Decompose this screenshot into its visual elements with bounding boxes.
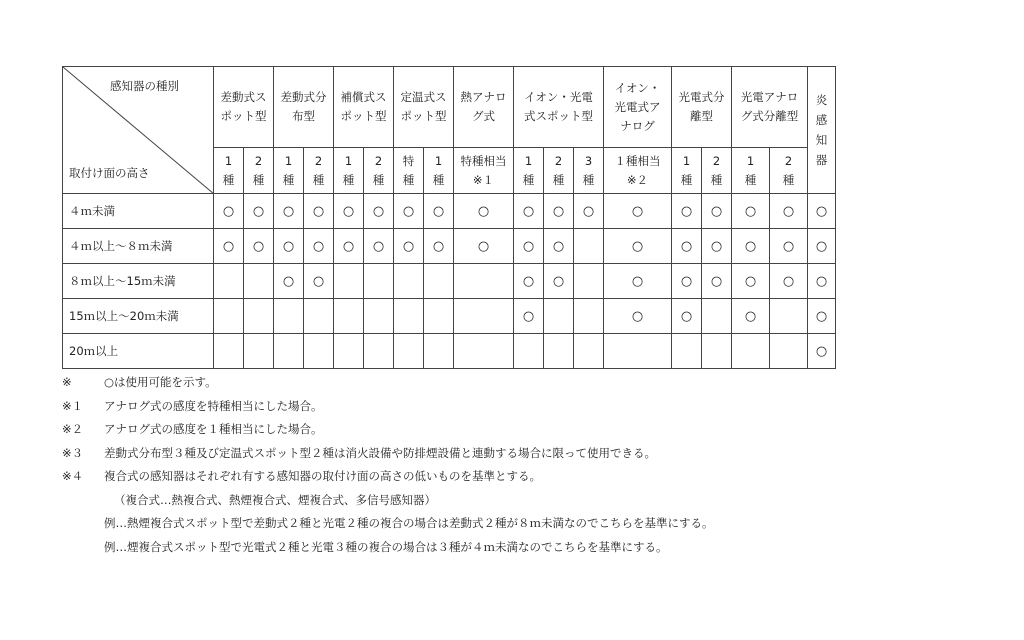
availability-cell: ○: [454, 229, 514, 264]
availability-cell: ○: [604, 264, 672, 299]
class-header: 1種: [274, 148, 304, 194]
height-label: ４ｍ以上～８ｍ未満: [63, 229, 214, 264]
class-header: 特種: [394, 148, 424, 194]
availability-cell: ○: [514, 194, 544, 229]
availability-cell: ○: [274, 264, 304, 299]
class-header: 1種: [514, 148, 544, 194]
note-mark: ※: [62, 375, 72, 389]
availability-cell: [304, 299, 334, 334]
availability-cell: [454, 334, 514, 369]
availability-cell: [702, 334, 732, 369]
availability-cell: ○: [702, 194, 732, 229]
availability-cell: ○: [514, 229, 544, 264]
availability-cell: [454, 264, 514, 299]
availability-cell: ○: [214, 229, 244, 264]
availability-cell: ○: [304, 194, 334, 229]
availability-cell: [274, 334, 304, 369]
availability-cell: ○: [604, 299, 672, 334]
note-subtext: （複合式…熱複合式、熱煙複合式、煙複合式、多信号感知器）: [114, 492, 436, 507]
availability-cell: ○: [732, 194, 770, 229]
availability-cell: ○: [274, 229, 304, 264]
availability-cell: ○: [394, 194, 424, 229]
class-header: 1種: [424, 148, 454, 194]
availability-cell: ○: [732, 264, 770, 299]
availability-cell: [244, 299, 274, 334]
availability-cell: [274, 299, 304, 334]
availability-cell: ○: [672, 229, 702, 264]
availability-cell: ○: [424, 229, 454, 264]
note-mark: ※４: [62, 469, 84, 483]
note-line: [62, 418, 714, 442]
availability-cell: ○: [364, 194, 394, 229]
availability-cell: [424, 264, 454, 299]
availability-cell: [364, 299, 394, 334]
note-mark: ※２: [62, 422, 84, 436]
availability-cell: ○: [770, 264, 808, 299]
note-mark: ※３: [62, 445, 84, 460]
availability-cell: ○: [808, 264, 836, 299]
example-line: 例…熱煙複合式スポット型で差動式２種と光電２種の複合の場合は差動式２種が８ｍ未満なのでこちらを基準にする。: [104, 516, 714, 530]
availability-cell: ○: [304, 229, 334, 264]
availability-cell: ○: [770, 229, 808, 264]
availability-cell: [214, 334, 244, 369]
height-label: ４ｍ未満: [63, 194, 214, 229]
table-row: [63, 334, 836, 369]
availability-cell: ○: [672, 264, 702, 299]
availability-cell: ○: [574, 194, 604, 229]
sensor-height-table: [62, 66, 836, 369]
availability-cell: [544, 299, 574, 334]
availability-cell: [770, 299, 808, 334]
availability-cell: [514, 334, 544, 369]
availability-cell: [214, 299, 244, 334]
table-row: [63, 264, 836, 299]
availability-cell: [672, 334, 702, 369]
type-header: 差動式分布型: [274, 67, 334, 148]
availability-cell: [394, 299, 424, 334]
availability-cell: ○: [544, 229, 574, 264]
availability-cell: ○: [808, 299, 836, 334]
availability-cell: [364, 264, 394, 299]
note-text: アナログ式の感度を１種相当にした場合。: [104, 422, 323, 436]
availability-cell: [334, 264, 364, 299]
class-header: 2種: [770, 148, 808, 194]
availability-cell: ○: [274, 194, 304, 229]
availability-cell: ○: [514, 299, 544, 334]
availability-cell: ○: [364, 229, 394, 264]
availability-cell: [454, 299, 514, 334]
availability-cell: [364, 334, 394, 369]
height-label: 15ｍ以上～20ｍ未満: [63, 299, 214, 334]
type-header: 補償式スポット型: [334, 67, 394, 148]
availability-cell: ○: [214, 194, 244, 229]
type-header: イオン・光電式スポット型: [514, 67, 604, 148]
height-label: ８ｍ以上～15ｍ未満: [63, 264, 214, 299]
class-header: 2種: [304, 148, 334, 194]
availability-cell: ○: [702, 264, 732, 299]
sensor-type-label: 感知器の種別: [110, 79, 179, 93]
class-header: 2種: [702, 148, 732, 194]
availability-cell: [574, 334, 604, 369]
availability-cell: ○: [334, 229, 364, 264]
availability-cell: [214, 264, 244, 299]
note-mark: ※１: [62, 398, 84, 413]
availability-cell: ○: [334, 194, 364, 229]
mount-height-label: 取付け面の高さ: [69, 166, 150, 180]
availability-cell: ○: [454, 194, 514, 229]
class-header: １種相当※２: [604, 148, 672, 194]
type-header: 光電アナログ式分離型: [732, 67, 808, 148]
availability-cell: ○: [244, 229, 274, 264]
availability-cell: [394, 264, 424, 299]
note-text: 差動式分布型３種及び定温式スポット型２種は消火設備や防排煙設備と連動する場合に限って使用できる。: [104, 445, 656, 460]
table-row: [63, 299, 836, 334]
availability-cell: ○: [604, 229, 672, 264]
availability-cell: ○: [544, 194, 574, 229]
availability-cell: ○: [770, 194, 808, 229]
note-text: アナログ式の感度を特種相当にした場合。: [104, 398, 323, 413]
availability-cell: [424, 334, 454, 369]
note-text: ○は使用可能を示す。: [104, 375, 217, 389]
availability-cell: [334, 334, 364, 369]
class-header: 1種: [214, 148, 244, 194]
table-row: [63, 194, 836, 229]
class-header: 1種: [732, 148, 770, 194]
availability-cell: ○: [672, 194, 702, 229]
class-header: 1種: [334, 148, 364, 194]
availability-cell: [770, 334, 808, 369]
availability-cell: [244, 264, 274, 299]
class-header: 特種相当※１: [454, 148, 514, 194]
note-line: [62, 395, 714, 419]
availability-cell: ○: [808, 194, 836, 229]
availability-cell: [304, 334, 334, 369]
availability-cell: ○: [672, 299, 702, 334]
notes-block: [62, 371, 714, 559]
class-header: 3種: [574, 148, 604, 194]
availability-cell: [574, 229, 604, 264]
availability-cell: [394, 334, 424, 369]
availability-cell: [604, 334, 672, 369]
availability-cell: [424, 299, 454, 334]
height-label: 20ｍ以上: [63, 334, 214, 369]
availability-cell: ○: [394, 229, 424, 264]
availability-cell: [334, 299, 364, 334]
availability-cell: [574, 299, 604, 334]
type-header: 定温式スポット型: [394, 67, 454, 148]
availability-cell: ○: [604, 194, 672, 229]
type-header: イオン・光電式アナログ: [604, 67, 672, 148]
class-header: 2種: [244, 148, 274, 194]
availability-cell: [574, 264, 604, 299]
note-line: [62, 371, 714, 395]
availability-cell: [244, 334, 274, 369]
availability-cell: ○: [544, 264, 574, 299]
corner-header-cell: [63, 67, 214, 194]
note-line: [62, 465, 714, 489]
type-header: 熱アナログ式: [454, 67, 514, 148]
availability-cell: ○: [244, 194, 274, 229]
example-line: 例…煙複合式スポット型で光電式２種と光電３種の複合の場合は３種が４ｍ未満なのでこちらを基準にする。: [104, 539, 668, 554]
availability-cell: [732, 334, 770, 369]
availability-cell: ○: [702, 229, 732, 264]
availability-cell: ○: [808, 334, 836, 369]
class-header: 2種: [364, 148, 394, 194]
availability-cell: ○: [304, 264, 334, 299]
type-header-flame: 炎感知器: [808, 67, 836, 194]
availability-cell: ○: [732, 229, 770, 264]
class-header: 1種: [672, 148, 702, 194]
availability-cell: ○: [424, 194, 454, 229]
availability-cell: [702, 299, 732, 334]
type-header: 光電式分離型: [672, 67, 732, 148]
note-text: 複合式の感知器はそれぞれ有する感知器の取付け面の高さの低いものを基準とする。: [104, 469, 541, 483]
availability-cell: ○: [808, 229, 836, 264]
availability-cell: ○: [514, 264, 544, 299]
type-header: 差動式スポット型: [214, 67, 274, 148]
availability-cell: ○: [732, 299, 770, 334]
table-row: [63, 229, 836, 264]
class-header: 2種: [544, 148, 574, 194]
note-line: [62, 442, 714, 466]
availability-cell: [544, 334, 574, 369]
